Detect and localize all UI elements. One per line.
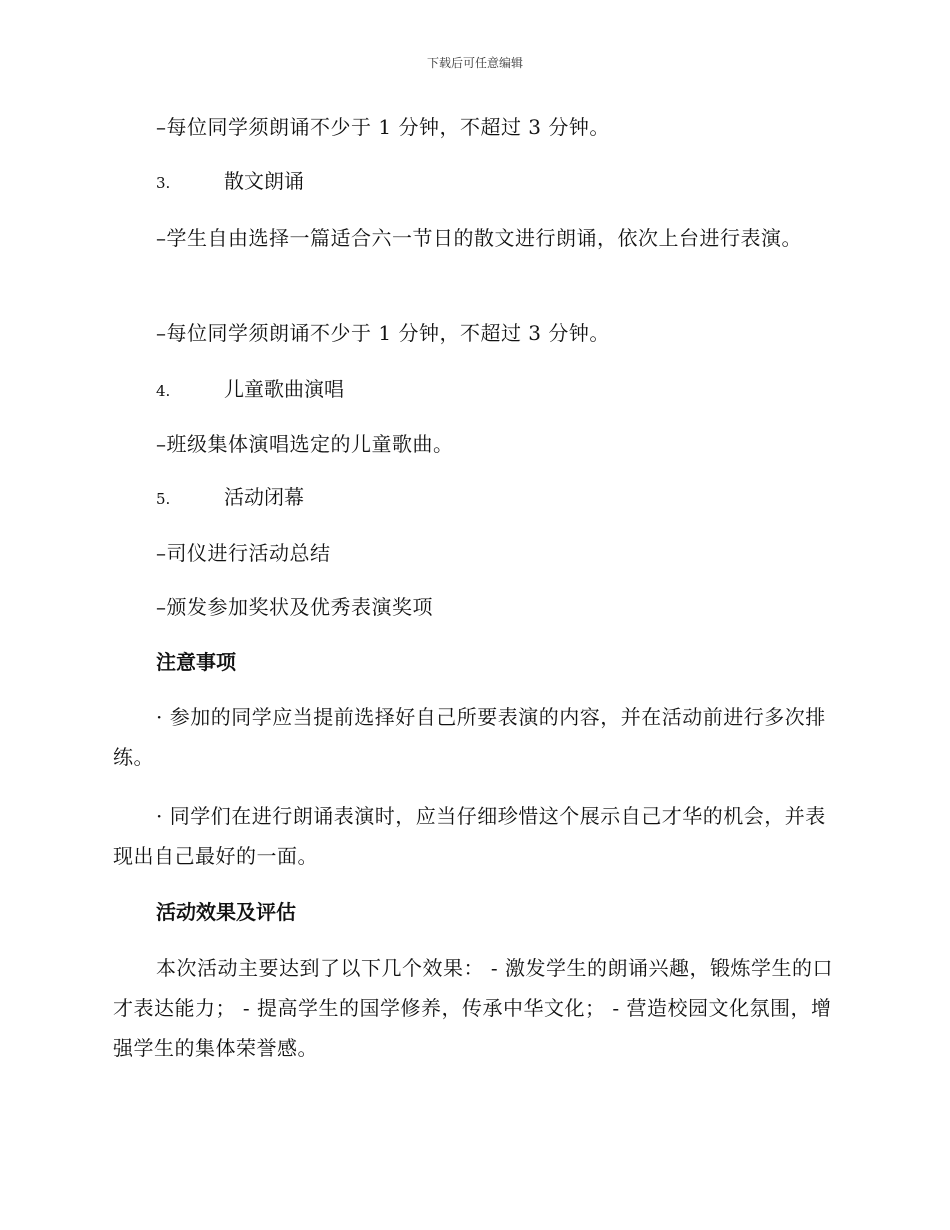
list-number: 4. bbox=[156, 382, 171, 400]
list-title: 儿童歌曲演唱 bbox=[224, 377, 344, 401]
list-title: 活动闭幕 bbox=[224, 485, 304, 509]
list-item-4 bbox=[156, 369, 344, 411]
paragraph: –每位同学须朗诵不少于 1 分钟，不超过 3 分钟。 bbox=[156, 115, 610, 139]
paragraph: –司仪进行活动总结 bbox=[156, 541, 331, 565]
list-title: 散文朗诵 bbox=[224, 169, 304, 193]
section-heading: 注意事项 bbox=[156, 650, 236, 674]
list-item-5 bbox=[156, 477, 304, 519]
paragraph: · 同学们在进行朗诵表演时，应当仔细珍惜这个展示自己才华的机会，并表现出自己最好的一面。 bbox=[113, 804, 826, 868]
list-item-3 bbox=[156, 161, 304, 203]
paragraph: –学生自由选择一篇适合六一节日的散文进行朗诵，依次上台进行表演。 bbox=[156, 226, 802, 250]
paragraph: 本次活动主要达到了以下几个效果： - 激发学生的朗诵兴趣，锻炼学生的口才表达能力； - 提高学生的国学修养，传承中华文化； - 营造校园文化氛围，增强学生的集体荣誉感。 bbox=[113, 956, 833, 1060]
paragraph: –班级集体演唱选定的儿童歌曲。 bbox=[156, 432, 454, 456]
list-number: 3. bbox=[156, 174, 171, 192]
section-heading: 活动效果及评估 bbox=[156, 900, 296, 924]
paragraph: –颁发参加奖状及优秀表演奖项 bbox=[156, 595, 433, 619]
list-number: 5. bbox=[156, 490, 171, 508]
paragraph: –每位同学须朗诵不少于 1 分钟，不超过 3 分钟。 bbox=[156, 321, 610, 345]
page-header: 下载后可任意编辑 bbox=[426, 56, 523, 70]
paragraph: · 参加的同学应当提前选择好自己所要表演的内容，并在活动前进行多次排练。 bbox=[113, 705, 826, 769]
